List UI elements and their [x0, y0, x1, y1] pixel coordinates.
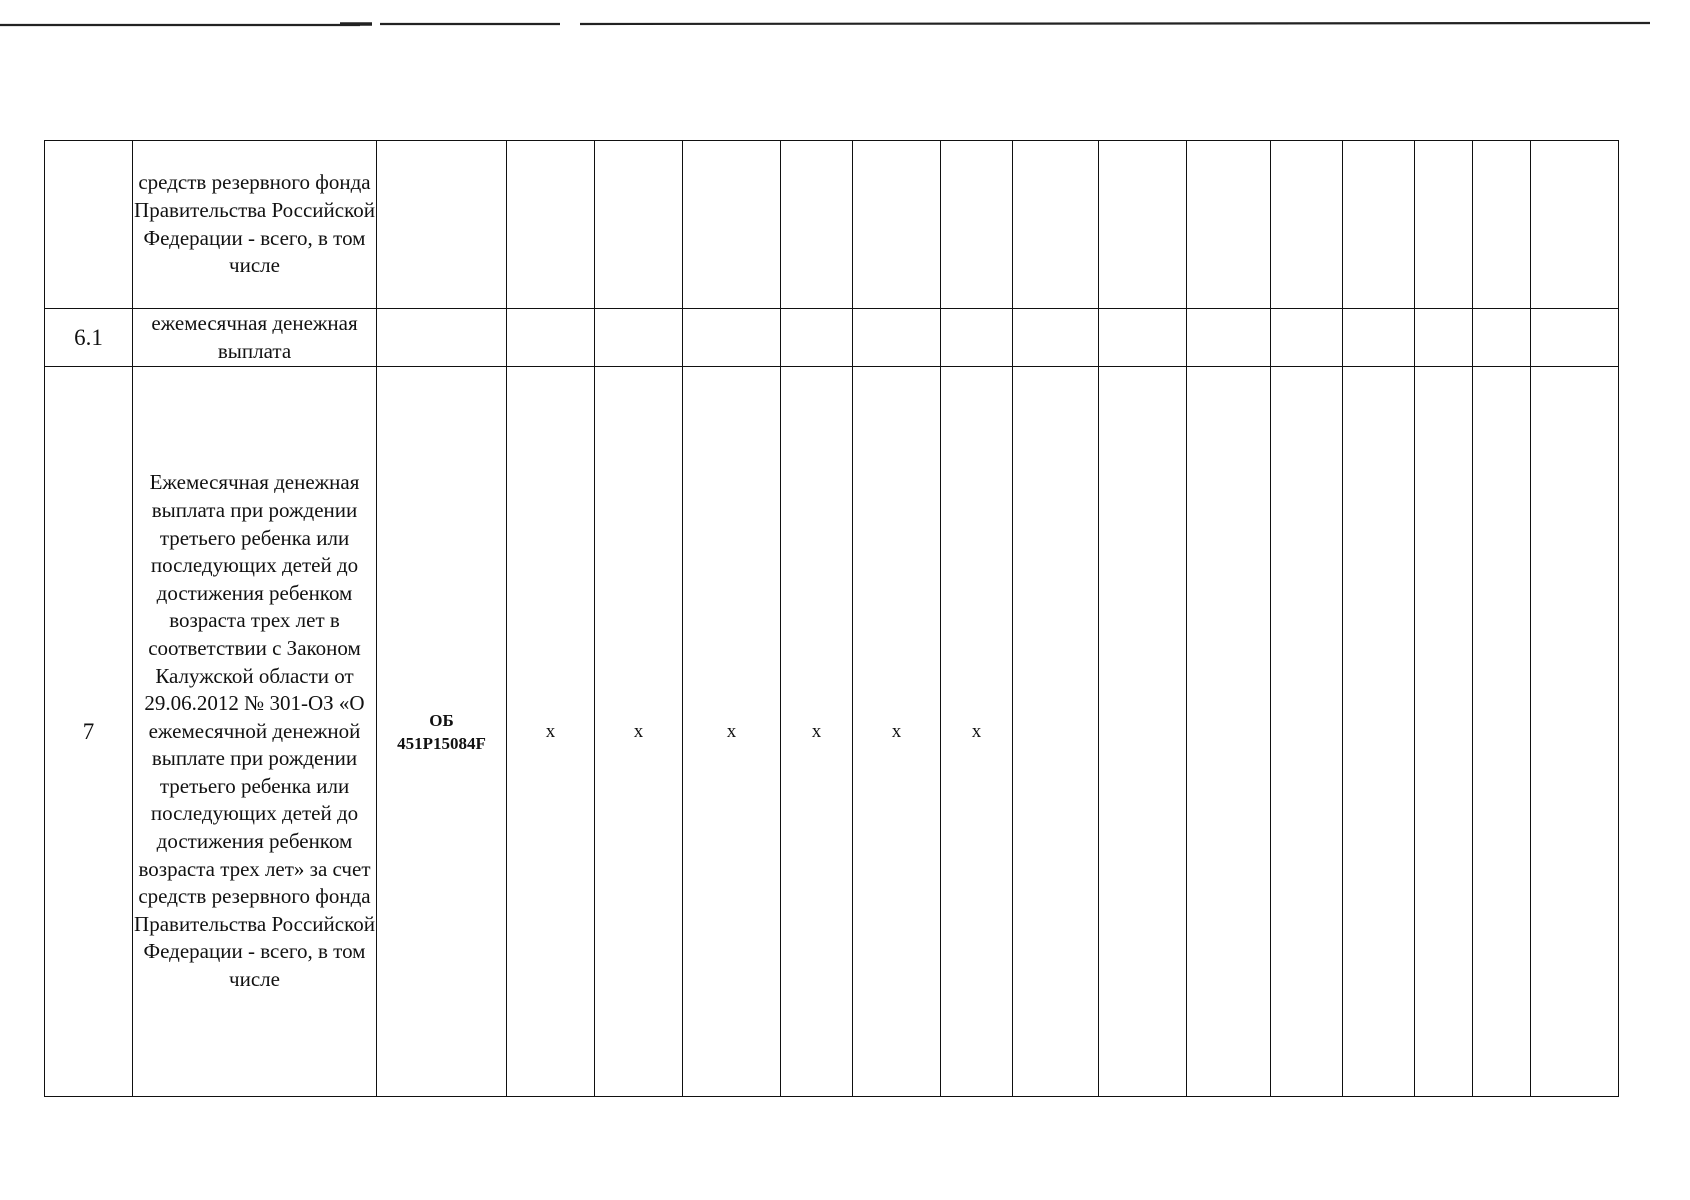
value-cell	[1099, 141, 1187, 309]
value-cell	[1531, 141, 1619, 309]
value-cell	[683, 309, 781, 367]
code-prefix: ОБ	[429, 710, 454, 730]
value-cell	[941, 309, 1013, 367]
value-cell	[1013, 309, 1099, 367]
value-cell	[1415, 309, 1473, 367]
row-description: Ежемесячная денежная выплата при рождении третьего ребенка или последующих детей до достижения ребенком возраста трех лет в соответствии с Законом Калужской области от 29.06.2012 № 301-ОЗ «О ежемесячной денежной выплате при рождении третьего ребенка или последующих детей до достижения ребенком возраста трех лет» за счет средств резервного фонда Правительства Российской Федерации - всего, в том числе	[133, 367, 377, 1097]
value-cell	[595, 141, 683, 309]
code-value: 451P15084F	[397, 733, 486, 753]
value-cell: x	[781, 367, 853, 1097]
value-cell: x	[507, 367, 595, 1097]
row-number: 6.1	[45, 309, 133, 367]
value-cell	[1343, 367, 1415, 1097]
value-cell	[507, 309, 595, 367]
value-cell	[1473, 309, 1531, 367]
value-cell	[1271, 367, 1343, 1097]
value-cell	[1531, 309, 1619, 367]
value-cell	[507, 141, 595, 309]
row-description: средств резервного фонда Правительства Российской Федерации - всего, в том числе	[133, 141, 377, 309]
value-cell	[1099, 309, 1187, 367]
value-cell: x	[595, 367, 683, 1097]
value-cell	[1271, 141, 1343, 309]
budget-code-cell	[377, 141, 507, 309]
value-cell	[1415, 141, 1473, 309]
table-row	[45, 367, 1619, 1097]
value-cell	[1187, 309, 1271, 367]
value-cell	[1415, 367, 1473, 1097]
value-cell	[1013, 367, 1099, 1097]
value-cell: x	[941, 367, 1013, 1097]
value-cell	[1187, 141, 1271, 309]
value-cell	[1531, 367, 1619, 1097]
row-description: ежемесячная денежная выплата	[133, 309, 377, 367]
budget-table	[44, 140, 1619, 1097]
value-cell	[1473, 141, 1531, 309]
value-cell	[1013, 141, 1099, 309]
row-number	[45, 141, 133, 309]
value-cell	[781, 309, 853, 367]
value-cell	[941, 141, 1013, 309]
value-cell	[1343, 141, 1415, 309]
value-cell	[853, 309, 941, 367]
value-cell	[683, 141, 781, 309]
value-cell	[1473, 367, 1531, 1097]
value-cell	[1343, 309, 1415, 367]
budget-code-cell	[377, 309, 507, 367]
value-cell	[1271, 309, 1343, 367]
budget-code-cell	[377, 367, 507, 1097]
value-cell	[1099, 367, 1187, 1097]
value-cell	[1187, 367, 1271, 1097]
value-cell	[781, 141, 853, 309]
value-cell: x	[853, 367, 941, 1097]
row-number: 7	[45, 367, 133, 1097]
table-row	[45, 141, 1619, 309]
scan-top-rule	[0, 18, 1690, 32]
table-row	[45, 309, 1619, 367]
value-cell: x	[683, 367, 781, 1097]
value-cell	[853, 141, 941, 309]
value-cell	[595, 309, 683, 367]
